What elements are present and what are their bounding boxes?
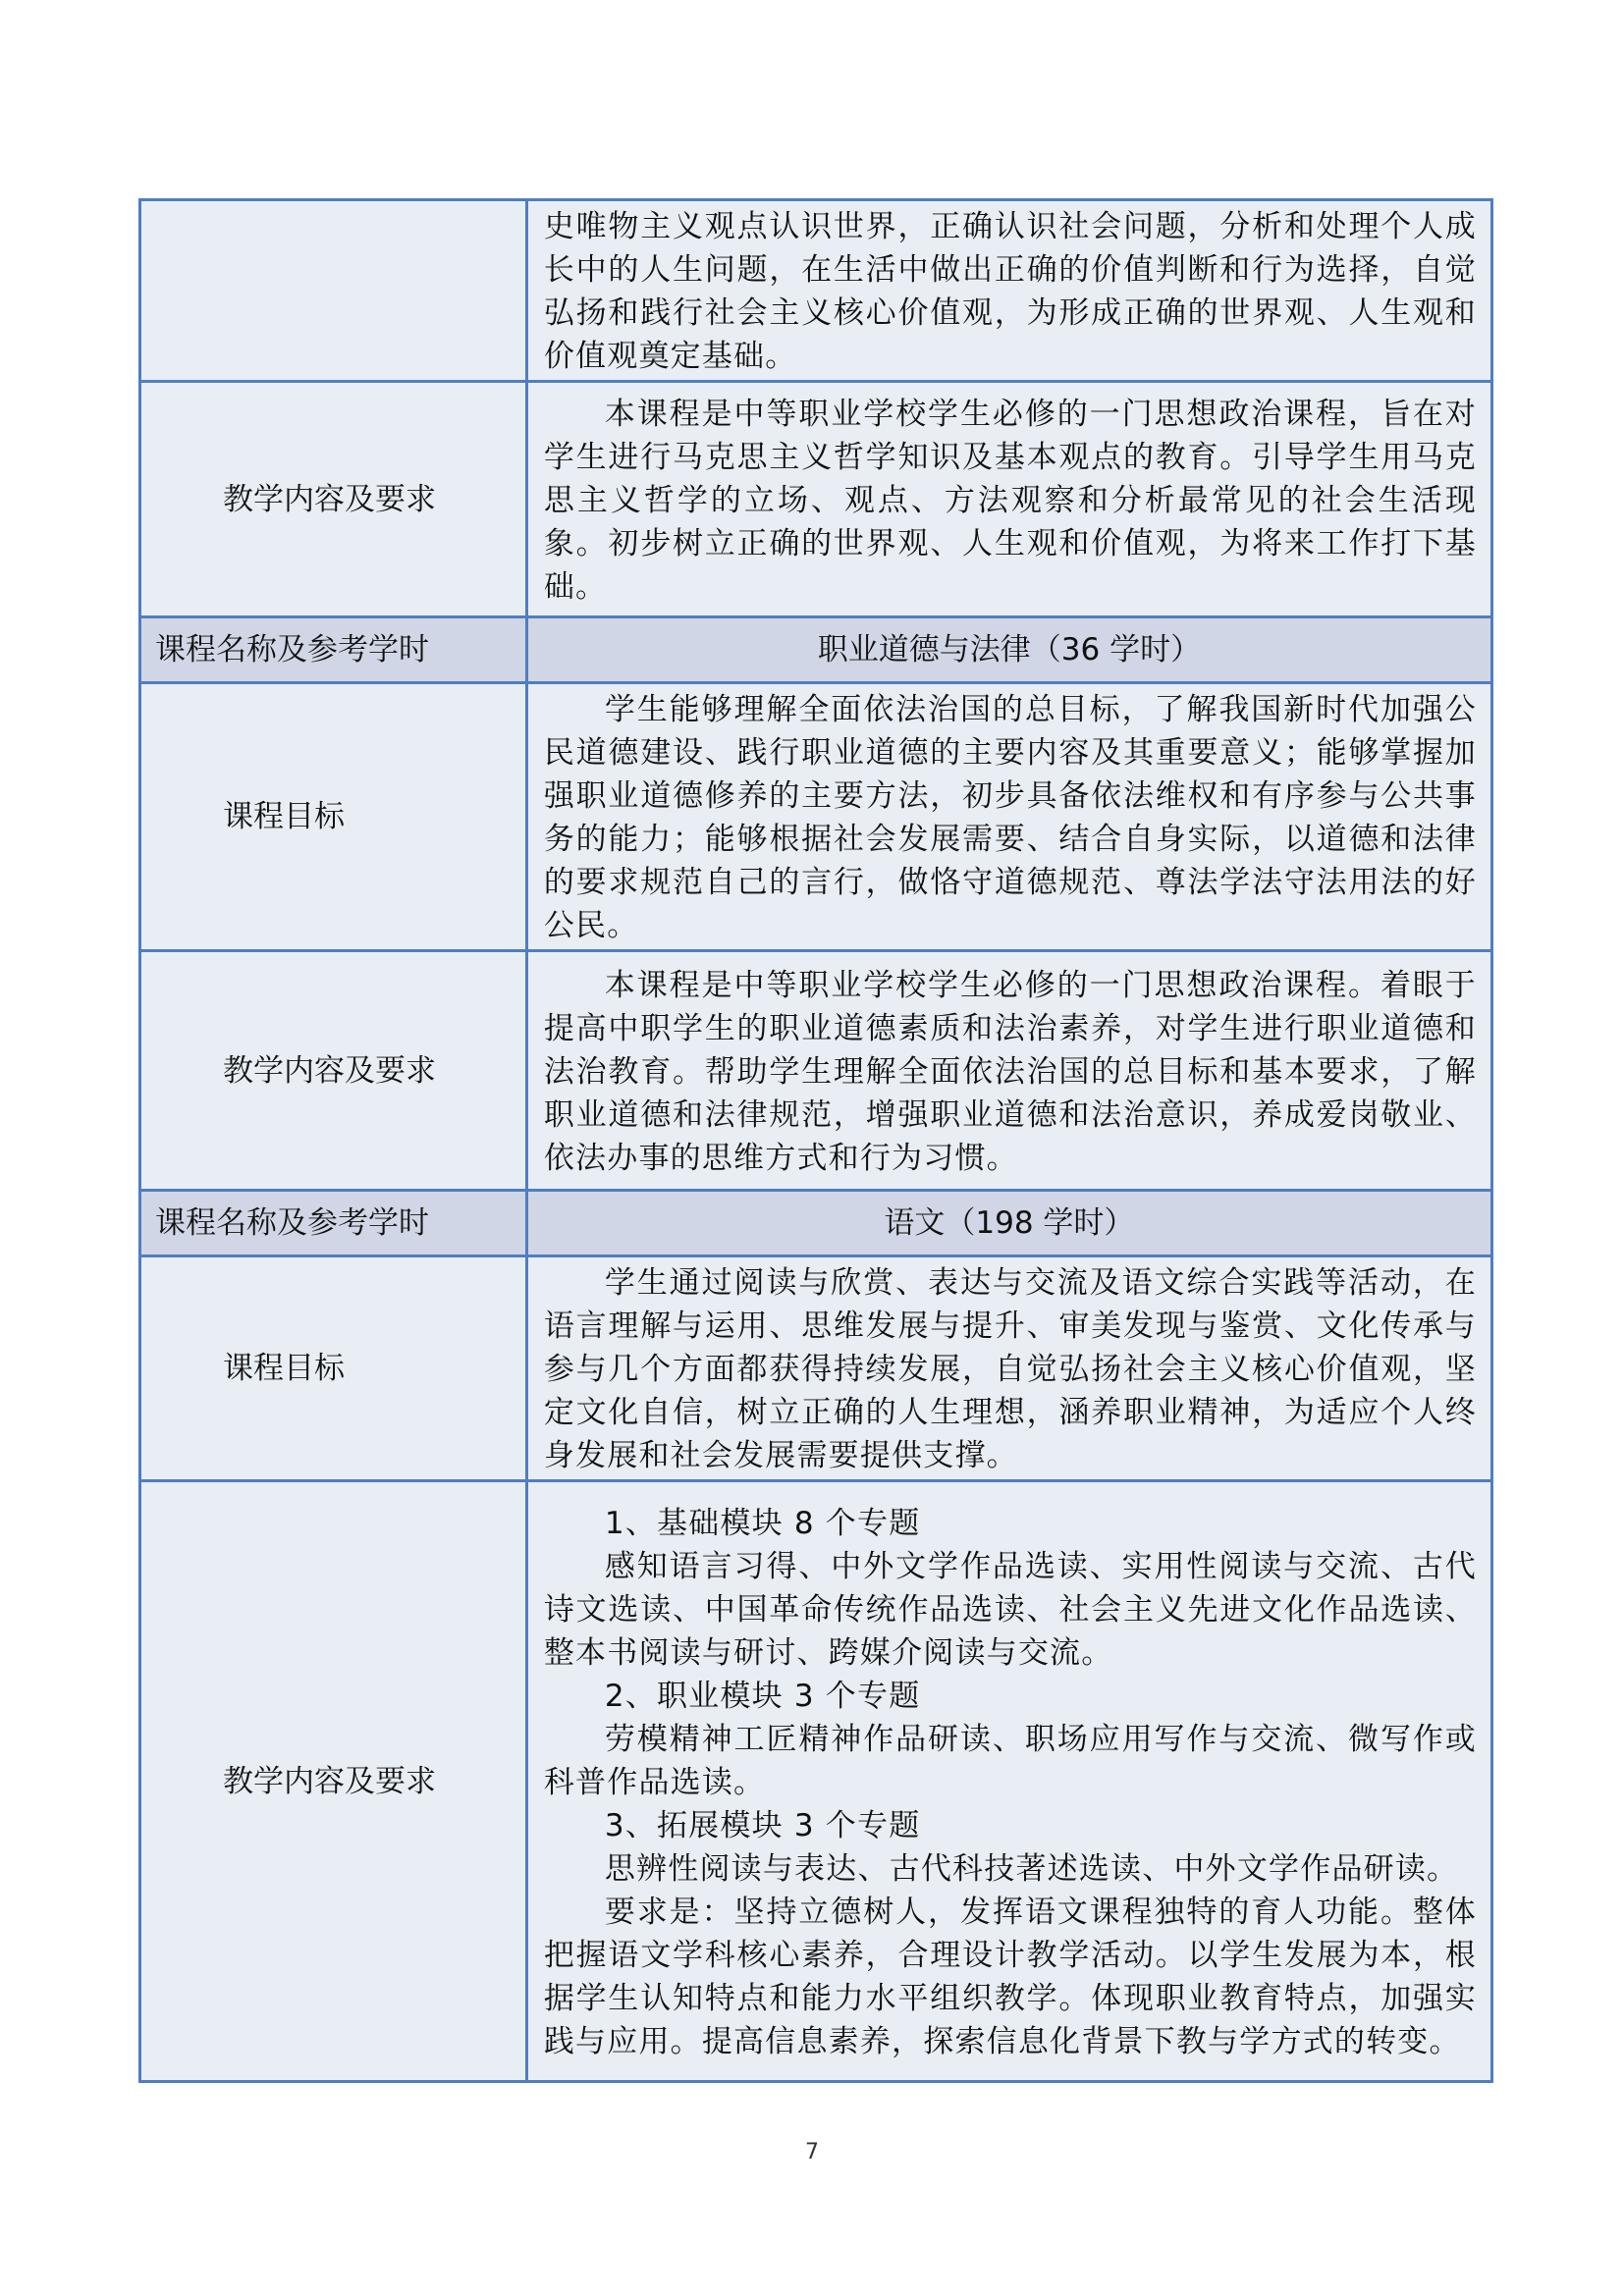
table-row — [140, 1256, 1492, 1481]
row-label — [140, 200, 527, 382]
content-paragraph: 感知语言习得、中外文学作品选读、实用性阅读与交流、古代诗文选读、中国革命传统作品选读、社会主义先进文化作品选读、整本书阅读与研讨、跨媒介阅读与交流。 — [543, 1548, 1477, 1671]
content-paragraph: 本课程是中等职业学校学生必修的一门思想政治课程，旨在对学生进行马克思主义哲学知识及基本观点的教育。引导学生用马克思主义哲学的立场、观点、方法观察和分析最常见的社会生活现象。初步树立正确的世界观、人生观和价值观，为将来工作打下基础。 — [543, 396, 1477, 605]
course-header-row — [140, 617, 1492, 683]
row-content — [526, 382, 1491, 617]
row-content — [526, 200, 1491, 382]
content-paragraph: 思辨性阅读与表达、古代科技著述选读、中外文学作品研读。 — [604, 1850, 1459, 1887]
content-paragraph: 史唯物主义观点认识世界，正确认识社会问题，分析和处理个人成长中的人生问题，在生活中做出正确的价值判断和行为选择，自觉弘扬和践行社会主义核心价值观，为形成正确的世界观、人生观和价值观奠定基础。 — [543, 209, 1477, 374]
page-number: 7 — [805, 2140, 819, 2164]
content-paragraph: 2、职业模块 3 个专题 — [604, 1678, 921, 1714]
header-label: 课程名称及参考学时 — [140, 1191, 527, 1256]
content-paragraph: 要求是：坚持立德树人，发挥语文课程独特的育人功能。整体把握语文学科核心素养，合理设计教学活动。以学生发展为本，根据学生认知特点和能力水平组织教学。体现职业教育特点，加强实践与应用。提高信息素养，探索信息化背景下教与学方式的转变。 — [543, 1894, 1477, 2059]
content-paragraph: 学生能够理解全面依法治国的总目标，了解我国新时代加强公民道德建设、践行职业道德的主要内容及其重要意义；能够掌握加强职业道德修养的主要方法，初步具备依法维权和有序参与公共事务的能力；能够根据社会发展需要、结合自身实际，以道德和法律的要求规范自己的言行，做恪守道德规范、尊法学法守法用法的好公民。 — [543, 692, 1477, 943]
row-label: 课程目标 — [140, 1256, 527, 1481]
table-row — [140, 951, 1492, 1191]
row-content — [526, 683, 1491, 951]
content-paragraph: 1、基础模块 8 个专题 — [604, 1505, 921, 1541]
row-label: 教学内容及要求 — [140, 382, 527, 617]
header-label: 课程名称及参考学时 — [140, 617, 527, 683]
content-paragraph: 劳模精神工匠精神作品研读、职场应用写作与交流、微写作或科普作品选读。 — [543, 1721, 1477, 1800]
row-label: 教学内容及要求 — [140, 1481, 527, 2082]
row-label: 教学内容及要求 — [140, 951, 527, 1191]
table-row — [140, 200, 1492, 382]
row-content — [526, 1481, 1491, 2082]
course-title: 职业道德与法律（36 学时） — [526, 617, 1491, 683]
course-title: 语文（198 学时） — [526, 1191, 1491, 1256]
row-content — [526, 951, 1491, 1191]
row-label: 课程目标 — [140, 683, 527, 951]
content-paragraph: 学生通过阅读与欣赏、表达与交流及语文综合实践等活动，在语言理解与运用、思维发展与提升、审美发现与鉴赏、文化传承与参与几个方面都获得持续发展，自觉弘扬社会主义核心价值观，坚定文化自信，树立正确的人生理想，涵养职业精神，为适应个人终身发展和社会发展需要提供支撑。 — [543, 1265, 1477, 1473]
table-row — [140, 1481, 1492, 2082]
table-row — [140, 382, 1492, 617]
content-paragraph: 3、拓展模块 3 个专题 — [604, 1807, 921, 1843]
course-table — [138, 198, 1493, 2083]
course-header-row — [140, 1191, 1492, 1256]
row-content — [526, 1256, 1491, 1481]
content-paragraph: 本课程是中等职业学校学生必修的一门思想政治课程。着眼于提高中职学生的职业道德素质和法治素养，对学生进行职业道德和法治教育。帮助学生理解全面依法治国的总目标和基本要求，了解职业道德和法律规范，增强职业道德和法治意识，养成爱岗敬业、依法办事的思维方式和行为习惯。 — [543, 967, 1477, 1176]
table-row — [140, 683, 1492, 951]
